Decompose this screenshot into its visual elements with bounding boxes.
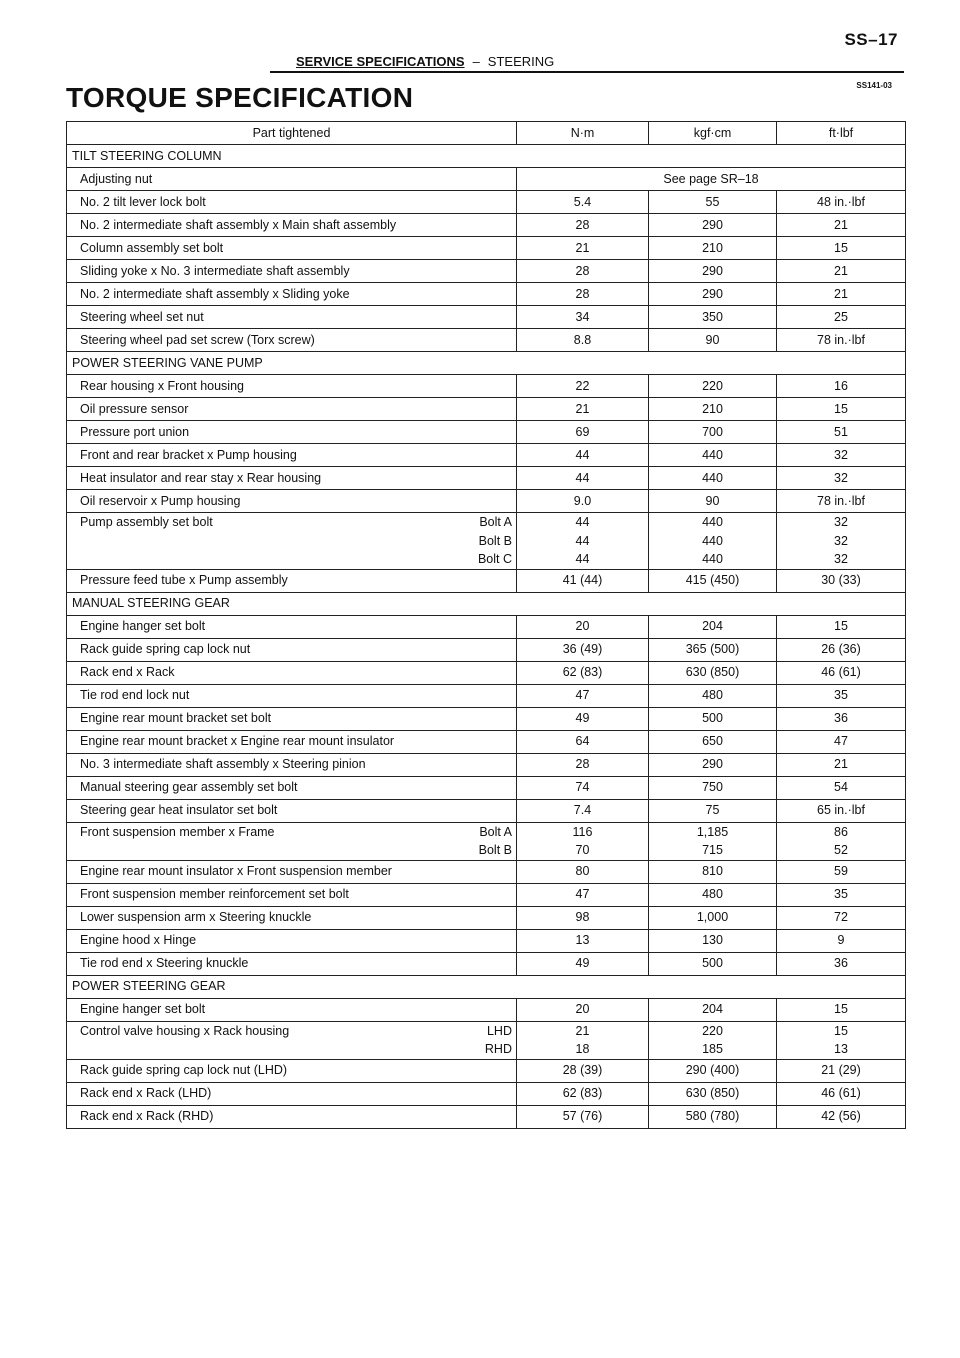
nm-value: 21 [517,398,649,421]
part-name: Oil pressure sensor [67,398,517,421]
kgfcm-value-cell [649,513,777,570]
kgfcm-value-cell [649,822,777,860]
kgfcm-value: 290 [649,753,777,776]
ftlbf-value: 15 [777,237,906,260]
part-name: Engine rear mount bracket set bolt [67,707,517,730]
ftlbf-value: 32 [834,533,848,548]
ftlbf-value: 32 [777,444,906,467]
part-name: No. 2 intermediate shaft assembly x Main shaft assembly [67,214,517,237]
part-name: Pump assembly set bolt [80,515,213,529]
ftlbf-value: 21 [777,260,906,283]
part-name: Column assembly set bolt [67,237,517,260]
part-name: Steering wheel pad set screw (Torx screw) [67,329,517,352]
nm-value: 49 [517,707,649,730]
nm-value: 7.4 [517,799,649,822]
table-row [67,952,906,975]
table-row [67,260,906,283]
nm-value: 28 (39) [517,1059,649,1082]
ftlbf-value: 86 [834,824,848,839]
ftlbf-value: 21 (29) [777,1059,906,1082]
running-header [296,54,554,69]
nm-value: 49 [517,952,649,975]
part-name: Rear housing x Front housing [67,375,517,398]
part-name: Rack end x Rack (LHD) [67,1082,517,1105]
sub-label: Bolt C [477,552,512,566]
section-row [67,145,906,168]
part-name: Manual steering gear assembly set bolt [67,776,517,799]
kgfcm-value: 500 [649,707,777,730]
ftlbf-value: 78 in.·lbf [777,329,906,352]
nm-value: 18 [575,1042,590,1056]
kgfcm-value: 130 [649,929,777,952]
part-name: Rack guide spring cap lock nut (LHD) [67,1059,517,1082]
table-row [67,283,906,306]
table-row [67,1105,906,1128]
table-row [67,490,906,513]
ftlbf-value: 15 [834,1023,848,1038]
kgfcm-value: 290 [649,214,777,237]
table-row [67,214,906,237]
kgfcm-value: 290 [649,283,777,306]
part-name: Rack end x Rack [67,661,517,684]
kgfcm-value: 500 [649,952,777,975]
document-code: SS141-03 [856,81,892,90]
kgfcm-value: 350 [649,306,777,329]
sub-label: Bolt B [478,533,512,548]
kgfcm-value: 810 [649,860,777,883]
part-line [80,841,512,860]
ftlbf-value: 15 [777,398,906,421]
table-header-row [67,122,906,145]
part-name: No. 2 tilt lever lock bolt [67,191,517,214]
part-name: Front and rear bracket x Pump housing [67,444,517,467]
nm-value: 20 [517,998,649,1021]
table-row [67,822,906,860]
part-name: Rack guide spring cap lock nut [67,638,517,661]
nm-value: 28 [517,214,649,237]
table-row [67,191,906,214]
kgfcm-value: 415 (450) [649,569,777,592]
ftlbf-value: 30 (33) [777,569,906,592]
nm-value: 74 [517,776,649,799]
table-row [67,421,906,444]
part-name: Front suspension member reinforcement set bolt [67,883,517,906]
ftlbf-value: 47 [777,730,906,753]
table-row [67,1082,906,1105]
ftlbf-value-cell [777,822,906,860]
header-rule [270,71,904,73]
kgfcm-value: 440 [649,444,777,467]
nm-value: 21 [517,237,649,260]
table-row [67,1059,906,1082]
part-name: Front suspension member x Frame [80,824,275,839]
nm-value: 98 [517,906,649,929]
ftlbf-value: 25 [777,306,906,329]
ftlbf-value: 26 (36) [777,638,906,661]
table-row [67,569,906,592]
section-row [67,592,906,615]
ftlbf-value: 21 [777,753,906,776]
ftlbf-value: 46 (61) [777,1082,906,1105]
nm-value: 9.0 [517,490,649,513]
nm-value: 62 (83) [517,1082,649,1105]
kgfcm-value: 580 (780) [649,1105,777,1128]
kgfcm-value: 90 [649,329,777,352]
kgfcm-value: 290 (400) [649,1059,777,1082]
part-cell [67,513,517,570]
ftlbf-value: 72 [777,906,906,929]
sub-label: RHD [484,1042,512,1056]
section-heading: MANUAL STEERING GEAR [67,592,906,615]
table-row [67,883,906,906]
part-name: Rack end x Rack (RHD) [67,1105,517,1128]
ftlbf-value: 35 [777,684,906,707]
section-row [67,975,906,998]
kgfcm-value: 1,000 [649,906,777,929]
ftlbf-value: 16 [777,375,906,398]
column-header-part: Part tightened [67,122,517,145]
nm-value: 41 (44) [517,569,649,592]
part-name: Sliding yoke x No. 3 intermediate shaft assembly [67,260,517,283]
part-line [80,550,512,569]
kgfcm-value: 204 [649,998,777,1021]
nm-value: 34 [517,306,649,329]
nm-value: 5.4 [517,191,649,214]
part-name: Pressure feed tube x Pump assembly [67,569,517,592]
ftlbf-value: 13 [834,1042,848,1056]
table-row [67,168,906,191]
part-name: Adjusting nut [67,168,517,191]
table-row [67,929,906,952]
ftlbf-value: 21 [777,214,906,237]
kgfcm-value: 290 [649,260,777,283]
table-row [67,707,906,730]
kgfcm-value: 210 [649,237,777,260]
table-row [67,661,906,684]
kgfcm-value: 630 (850) [649,1082,777,1105]
ftlbf-value: 52 [834,843,848,857]
table-row [67,860,906,883]
ftlbf-value: 21 [777,283,906,306]
table-row [67,375,906,398]
part-name: Lower suspension arm x Steering knuckle [67,906,517,929]
reference-note: See page SR–18 [517,168,906,191]
sub-label: Bolt B [478,843,512,857]
ftlbf-value: 42 (56) [777,1105,906,1128]
ftlbf-value: 9 [777,929,906,952]
kgfcm-value: 440 [702,515,723,529]
kgfcm-value: 715 [702,843,723,857]
ftlbf-value: 36 [777,707,906,730]
nm-value: 28 [517,260,649,283]
nm-value: 64 [517,730,649,753]
part-line [80,1040,512,1059]
kgfcm-value: 630 (850) [649,661,777,684]
table-row [67,467,906,490]
table-row [67,237,906,260]
nm-value-cell [517,1021,649,1059]
table-row [67,776,906,799]
nm-value: 69 [517,421,649,444]
part-name: Steering gear heat insulator set bolt [67,799,517,822]
nm-value: 44 [575,515,590,529]
ftlbf-value: 15 [777,998,906,1021]
ftlbf-value: 35 [777,883,906,906]
table-row [67,753,906,776]
part-name: Engine hanger set bolt [67,615,517,638]
kgfcm-value: 650 [649,730,777,753]
kgfcm-value: 1,185 [696,824,729,839]
part-line [80,823,512,842]
table-row [67,615,906,638]
table-body [67,145,906,1129]
kgfcm-value: 480 [649,684,777,707]
nm-value: 44 [517,444,649,467]
part-name: Heat insulator and rear stay x Rear housing [67,467,517,490]
ftlbf-value: 32 [834,515,848,529]
nm-value: 36 (49) [517,638,649,661]
nm-value: 28 [517,753,649,776]
kgfcm-value: 204 [649,615,777,638]
kgfcm-value: 480 [649,883,777,906]
sub-label: Bolt A [479,515,512,529]
page-code: SS–17 [844,30,898,49]
part-name: Engine rear mount bracket x Engine rear mount insulator [67,730,517,753]
section-heading: POWER STEERING GEAR [67,975,906,998]
nm-value-cell [517,513,649,570]
page-title: TORQUE SPECIFICATION [66,82,414,113]
part-name: Oil reservoir x Pump housing [67,490,517,513]
nm-value: 44 [517,467,649,490]
section-heading: POWER STEERING VANE PUMP [67,352,906,375]
column-header-nm: N·m [517,122,649,145]
kgfcm-value: 220 [702,1023,723,1038]
nm-value: 44 [575,552,590,566]
running-header-separator: – [472,54,480,69]
part-name: Steering wheel set nut [67,306,517,329]
ftlbf-value: 32 [834,552,848,566]
ftlbf-value: 36 [777,952,906,975]
part-name: Engine rear mount insulator x Front suspension member [67,860,517,883]
section-heading: TILT STEERING COLUMN [67,145,906,168]
table-row [67,306,906,329]
torque-spec-table [66,121,906,1129]
kgfcm-value: 75 [649,799,777,822]
table-row [67,444,906,467]
kgfcm-value-cell [649,1021,777,1059]
nm-value: 116 [572,824,593,839]
nm-value: 20 [517,615,649,638]
part-line [80,532,512,551]
column-header-kgfcm: kgf·cm [649,122,777,145]
nm-value: 70 [575,843,590,857]
kgfcm-value: 210 [649,398,777,421]
part-line [80,1022,512,1041]
ftlbf-value: 78 in.·lbf [777,490,906,513]
kgfcm-value: 750 [649,776,777,799]
nm-value: 28 [517,283,649,306]
kgfcm-value: 220 [649,375,777,398]
kgfcm-value: 185 [702,1042,723,1056]
table-row [67,799,906,822]
part-name: Tie rod end lock nut [67,684,517,707]
nm-value: 13 [517,929,649,952]
ftlbf-value: 65 in.·lbf [777,799,906,822]
running-header-subsection: STEERING [487,54,555,69]
kgfcm-value: 700 [649,421,777,444]
part-name: Engine hanger set bolt [67,998,517,1021]
part-name: No. 2 intermediate shaft assembly x Sliding yoke [67,283,517,306]
nm-value: 47 [517,684,649,707]
part-name: Control valve housing x Rack housing [80,1023,290,1038]
ftlbf-value: 51 [777,421,906,444]
part-name: Pressure port union [67,421,517,444]
sub-label: Bolt A [479,824,512,839]
nm-value: 62 (83) [517,661,649,684]
ftlbf-value: 15 [777,615,906,638]
ftlbf-value-cell [777,1021,906,1059]
nm-value: 22 [517,375,649,398]
nm-value: 44 [575,533,590,548]
nm-value: 8.8 [517,329,649,352]
part-name: Tie rod end x Steering knuckle [67,952,517,975]
kgfcm-value: 440 [649,467,777,490]
nm-value: 80 [517,860,649,883]
nm-value: 21 [575,1023,590,1038]
table-row [67,906,906,929]
table-row [67,638,906,661]
table-row [67,1021,906,1059]
ftlbf-value: 59 [777,860,906,883]
kgfcm-value: 440 [702,552,723,566]
nm-value-cell [517,822,649,860]
ftlbf-value: 48 in.·lbf [777,191,906,214]
table-row [67,329,906,352]
part-line [80,513,512,532]
column-header-ftlbf: ft·lbf [777,122,906,145]
part-cell [67,822,517,860]
running-header-section: SERVICE SPECIFICATIONS [296,54,465,69]
ftlbf-value: 54 [777,776,906,799]
section-row [67,352,906,375]
ftlbf-value: 46 (61) [777,661,906,684]
nm-value: 47 [517,883,649,906]
kgfcm-value: 90 [649,490,777,513]
part-name: No. 3 intermediate shaft assembly x Steering pinion [67,753,517,776]
kgfcm-value: 55 [649,191,777,214]
part-cell [67,1021,517,1059]
table-row [67,398,906,421]
table-row [67,730,906,753]
kgfcm-value: 365 (500) [649,638,777,661]
ftlbf-value: 32 [777,467,906,490]
table-row [67,998,906,1021]
table-row [67,684,906,707]
nm-value: 57 (76) [517,1105,649,1128]
kgfcm-value: 440 [702,533,723,548]
sub-label: LHD [486,1023,512,1038]
part-name: Engine hood x Hinge [67,929,517,952]
table-row [67,513,906,570]
ftlbf-value-cell [777,513,906,570]
